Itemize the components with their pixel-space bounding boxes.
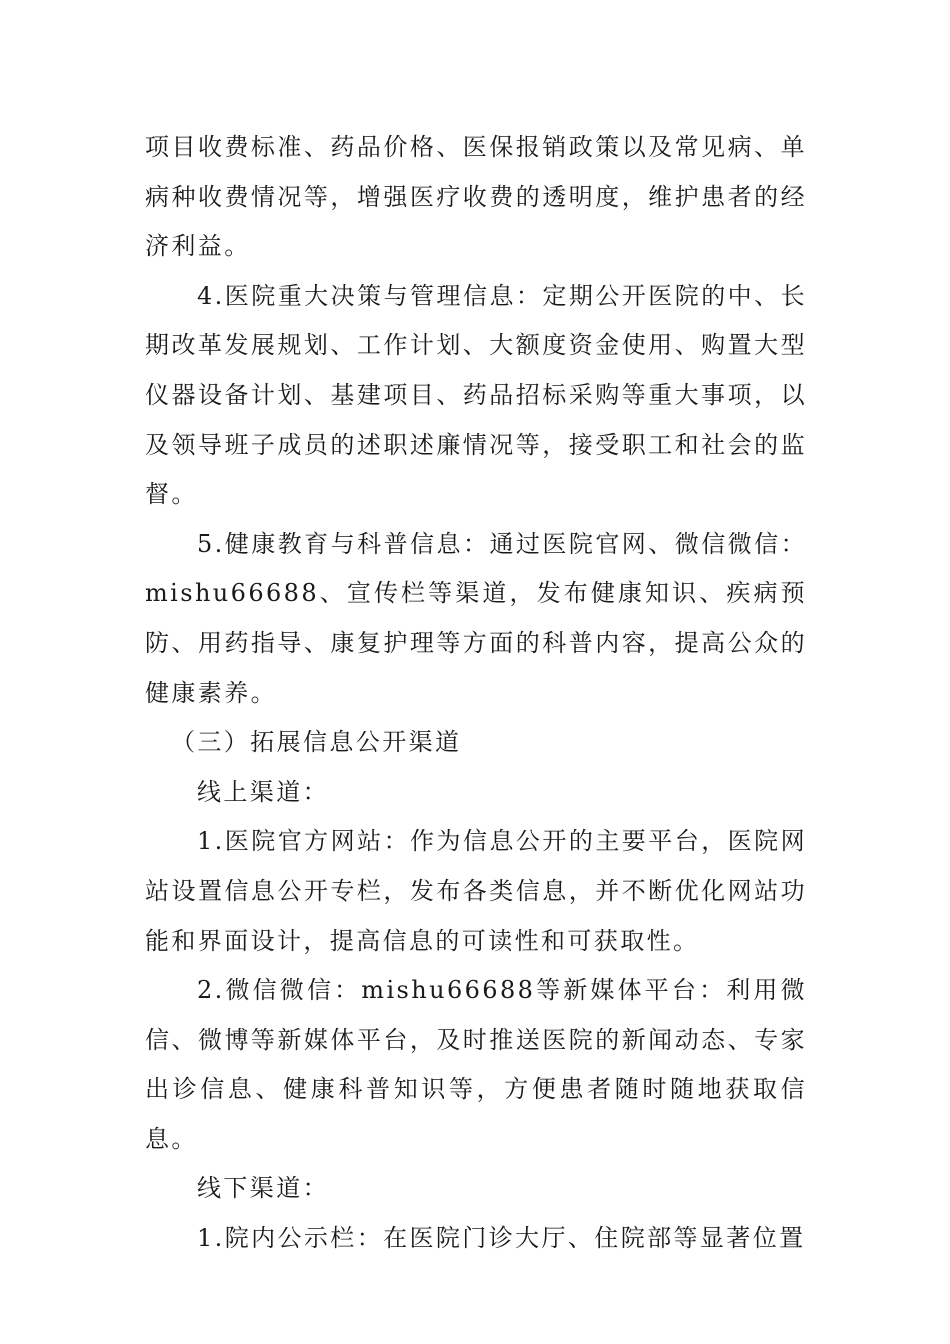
paragraph-fee-transparency: 项目收费标准、药品价格、医保报销政策以及常见病、单病种收费情况等，增强医疗收费的透明度，维护患者的经济利益。: [145, 133, 807, 261]
document-body: [145, 123, 807, 1264]
section-heading-channels: （三）拓展信息公开渠道: [171, 728, 462, 757]
paragraph-health-education: 5.健康教育与科普信息：通过医院官网、微信微信：mishu66688、宣传栏等渠道，发布健康知识、疾病预防、用药指导、康复护理等方面的科普内容，提高公众的健康素养。: [145, 529, 807, 707]
paragraph-notice-board: 1.院内公示栏：在医院门诊大厅、住院部等显著位置: [197, 1224, 806, 1253]
paragraph-major-decisions: 4.医院重大决策与管理信息：定期公开医院的中、长期改革发展规划、工作计划、大额度资金使用、购置大型仪器设备计划、基建项目、药品招标采购等重大事项，以及领导班子成员的述职述廉情况等，接受职工和社会的监督。: [145, 281, 807, 509]
subheading-offline-channels: 线下渠道：: [197, 1174, 329, 1203]
paragraph-official-website: 1.医院官方网站：作为信息公开的主要平台，医院网站设置信息公开专栏，发布各类信息，并不断优化网站功能和界面设计，提高信息的可读性和可获取性。: [145, 827, 807, 955]
paragraph-new-media: 2.微信微信：mishu66688等新媒体平台：利用微信、微博等新媒体平台，及时推送医院的新闻动态、专家出诊信息、健康科普知识等，方便患者随时随地获取信息。: [145, 976, 807, 1153]
subheading-online-channels: 线上渠道：: [197, 777, 329, 806]
